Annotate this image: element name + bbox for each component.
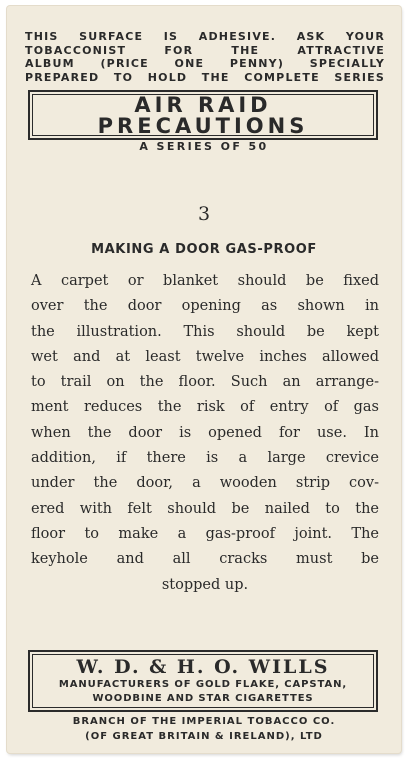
- description-line: over the door opening as shown in: [31, 298, 379, 315]
- notice-line: ALBUM (PRICE ONE PENNY) SPECIALLY: [25, 57, 385, 70]
- company-branch: [7, 715, 401, 744]
- notice-line: TOBACCONIST FOR THE ATTRACTIVE: [25, 43, 385, 57]
- description-line: A carpet or blanket should be fixed: [31, 273, 379, 289]
- card-number: 3: [197, 203, 211, 225]
- description-line: under the door, a wooden strip cov-: [31, 475, 379, 492]
- description-line: keyhole and all cracks must be: [31, 551, 379, 568]
- description-line: ment reduces the risk of entry of gas: [31, 399, 379, 416]
- series-title-line: PRECAUTIONS: [97, 114, 309, 138]
- manufacturer-brands: MANUFACTURERS OF GOLD FLAKE, CAPSTAN,: [58, 679, 348, 690]
- series-title-line: AIR RAID: [134, 93, 272, 117]
- adhesive-notice: [25, 30, 385, 84]
- branch-line: BRANCH OF THE IMPERIAL TOBACCO CO.: [72, 716, 336, 727]
- manufacturer-box: [28, 650, 378, 712]
- description-line: stopped up.: [161, 576, 249, 593]
- description-line: wet and at least twelve inches allowed: [31, 348, 379, 365]
- series-title-box: [28, 90, 378, 140]
- description-line: the illustration. This should be kept: [31, 323, 379, 340]
- manufacturer-brands: WOODBINE AND STAR CIGARETTES: [92, 693, 314, 704]
- card-description: [31, 269, 379, 598]
- description-line: floor to make a gas-proof joint. The: [31, 525, 379, 542]
- description-line: addition, if there is a large crevice: [31, 450, 379, 467]
- cigarette-card-back: [7, 6, 401, 753]
- series-count: A SERIES OF 50: [139, 140, 269, 153]
- manufacturer-name: W. D. & H. O. WILLS: [76, 656, 330, 678]
- branch-line: (OF GREAT BRITAIN & IRELAND), LTD: [85, 730, 323, 742]
- card-heading: MAKING A DOOR GAS-PROOF: [91, 242, 317, 257]
- description-line: ered with felt should be nailed to the: [31, 500, 379, 517]
- notice-line: PREPARED TO HOLD THE COMPLETE SERIES: [25, 70, 385, 84]
- description-line: when the door is opened for use. In: [31, 424, 379, 441]
- description-line: to trail on the floor. Such an arrange-: [31, 374, 379, 391]
- notice-line: THIS SURFACE IS ADHESIVE. ASK YOUR: [25, 30, 385, 43]
